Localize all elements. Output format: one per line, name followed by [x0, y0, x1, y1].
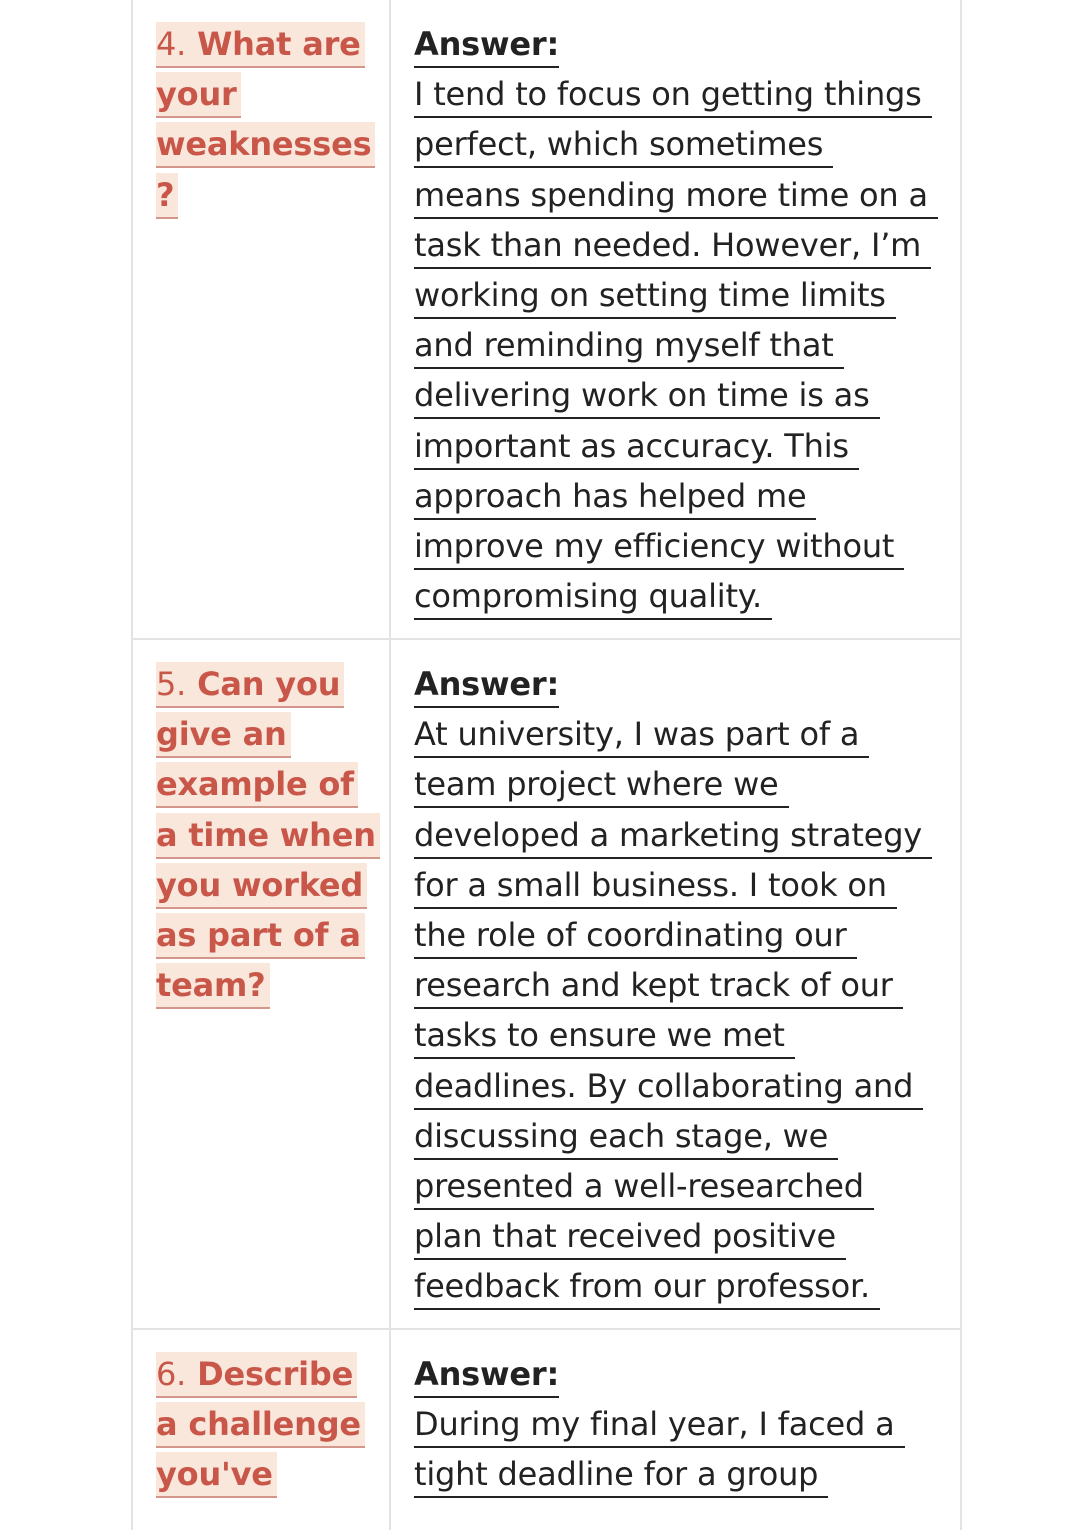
question-text[interactable]: give an [156, 712, 291, 758]
answer-cell [391, 640, 960, 1328]
question-text[interactable]: you've [156, 1452, 277, 1498]
question-cell [133, 640, 391, 1328]
table-row [133, 0, 960, 638]
answer-text[interactable]: tight deadline for a group [414, 1452, 828, 1498]
answer-text[interactable]: the role of coordinating our [414, 913, 857, 959]
question-text[interactable]: example of [156, 762, 358, 808]
question-cell [133, 1330, 391, 1530]
answer-text[interactable]: I tend to focus on getting things [414, 72, 932, 118]
answer-text[interactable]: working on setting time limits [414, 273, 896, 319]
question-text[interactable]: a time when [156, 813, 380, 859]
answer-text[interactable]: deadlines. By collaborating and [414, 1064, 923, 1110]
question-text[interactable]: team? [156, 963, 270, 1009]
question-text[interactable]: as part of a [156, 913, 365, 959]
answer-text[interactable]: team project where we [414, 762, 789, 808]
answer-text[interactable]: tasks to ensure we met [414, 1013, 795, 1059]
question-text[interactable]: your [156, 72, 241, 118]
answer-text[interactable]: At university, I was part of a [414, 712, 869, 758]
answer-heading[interactable]: Answer: [414, 662, 559, 708]
answer-text[interactable]: perfect, which sometimes [414, 122, 833, 168]
answer-text[interactable]: developed a marketing strategy [414, 813, 932, 859]
question-text[interactable]: a challenge [156, 1402, 365, 1448]
answer-text[interactable]: During my final year, I faced a [414, 1402, 905, 1448]
answer-heading[interactable]: Answer: [414, 1352, 559, 1398]
question-text[interactable]: 5. Can you [156, 662, 344, 708]
answer-cell [391, 0, 960, 638]
answer-text[interactable]: and reminding myself that [414, 323, 844, 369]
answer-cell [391, 1330, 960, 1530]
answer-text[interactable]: means spending more time on a [414, 173, 938, 219]
answer-text[interactable]: approach has helped me [414, 474, 816, 520]
answer-text[interactable]: improve my efficiency without [414, 524, 904, 570]
answer-text[interactable]: important as accuracy. This [414, 424, 859, 470]
answer-heading[interactable]: Answer: [414, 22, 559, 68]
question-text[interactable]: weaknesses [156, 122, 375, 168]
question-text[interactable]: 4. What are [156, 22, 365, 68]
answer-text[interactable]: plan that received positive [414, 1214, 846, 1260]
answer-text[interactable]: feedback from our professor. [414, 1264, 880, 1310]
answer-text[interactable]: discussing each stage, we [414, 1114, 838, 1160]
answer-text[interactable]: for a small business. I took on [414, 863, 897, 909]
answer-text[interactable]: presented a well-researched [414, 1164, 874, 1210]
answer-text[interactable]: task than needed. However, I’m [414, 223, 931, 269]
table-row [133, 1328, 960, 1530]
question-text[interactable]: 6. Describe [156, 1352, 357, 1398]
table-row [133, 638, 960, 1328]
question-text[interactable]: you worked [156, 863, 367, 909]
answer-text[interactable]: delivering work on time is as [414, 373, 880, 419]
qa-table [131, 0, 962, 1530]
answer-text[interactable]: compromising quality. [414, 574, 772, 620]
answer-text[interactable]: research and kept track of our [414, 963, 903, 1009]
question-cell [133, 0, 391, 638]
question-text[interactable]: ? [156, 173, 178, 219]
